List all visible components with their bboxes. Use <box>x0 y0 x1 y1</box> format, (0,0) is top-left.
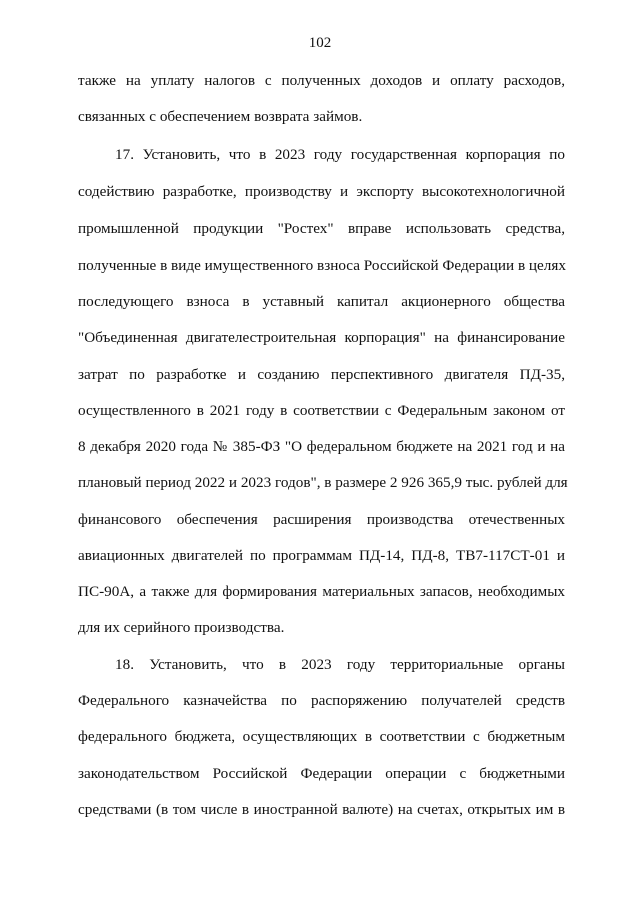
text-line: финансового обеспечения расширения производства отечественных <box>78 511 565 528</box>
text-line: федерального бюджета, осуществляющих в соответствии с бюджетным <box>78 728 565 745</box>
page-number: 102 <box>308 35 332 51</box>
text-line: осуществленного в 2021 году в соответствии с Федеральным законом от <box>78 402 565 419</box>
text-line: последующего взноса в уставный капитал акционерного общества <box>78 293 565 310</box>
text-line: промышленной продукции "Ростех" вправе использовать средства, <box>78 220 565 237</box>
text-line: средствами (в том числе в иностранной валюте) на счетах, открытых им в <box>78 801 565 818</box>
text-line: "Объединенная двигателестроительная корпорация" на финансирование <box>78 329 565 346</box>
text-line: полученные в виде имущественного взноса Российской Федерации в целях <box>78 257 566 274</box>
text-line: плановый период 2022 и 2023 годов", в размере 2 926 365,9 тыс. рублей для <box>78 474 568 491</box>
text-line: авиационных двигателей по программам ПД-14, ПД-8, ТВ7-117СТ-01 и <box>78 547 565 564</box>
text-line: содействию разработке, производству и экспорту высокотехнологичной <box>78 183 565 200</box>
text-line: связанных с обеспечением возврата займов. <box>78 108 363 125</box>
text-line: Федерального казначейства по распоряжению получателей средств <box>78 692 565 709</box>
text-line: ПС-90А, а также для формирования материальных запасов, необходимых <box>78 583 565 600</box>
text-line: также на уплату налогов с полученных доходов и оплату расходов, <box>78 72 565 89</box>
text-line: затрат по разработке и созданию перспективного двигателя ПД-35, <box>78 366 565 383</box>
text-line: 8 декабря 2020 года № 385-ФЗ "О федеральном бюджете на 2021 год и на <box>78 438 565 455</box>
text-line: 17. Установить, что в 2023 году государственная корпорация по <box>115 146 565 163</box>
text-line: законодательством Российской Федерации операции с бюджетными <box>78 765 565 782</box>
text-line: для их серийного производства. <box>78 619 285 636</box>
text-line: 18. Установить, что в 2023 году территориальные органы <box>115 656 565 673</box>
